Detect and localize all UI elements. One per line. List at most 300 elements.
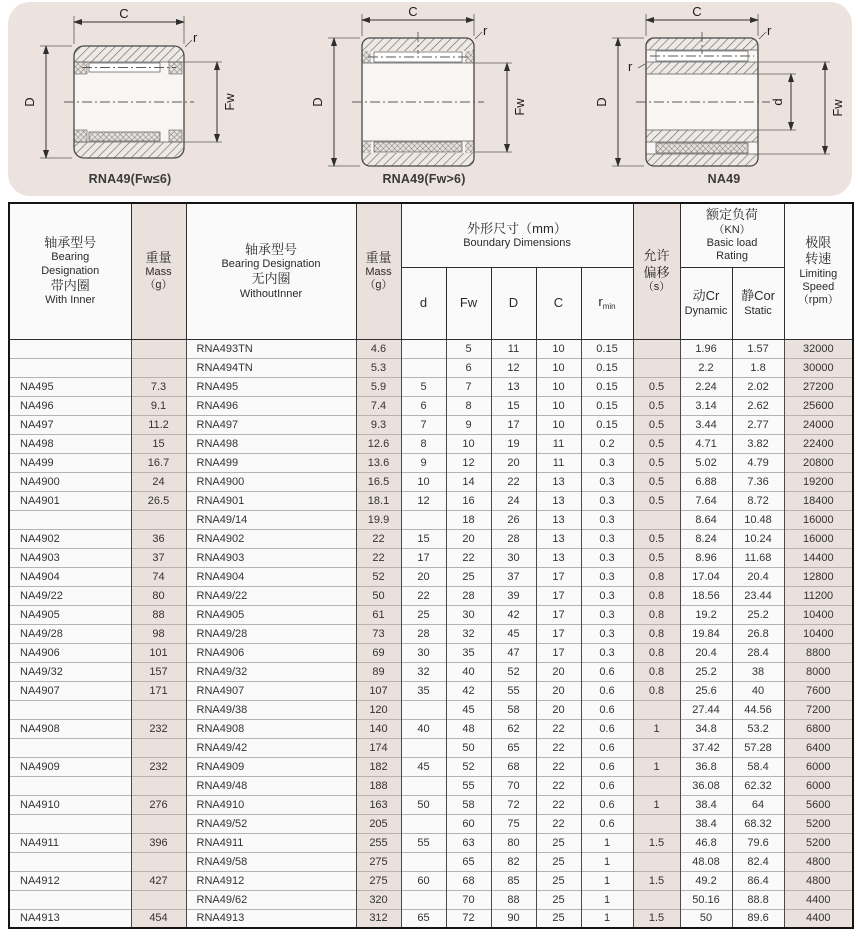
cell-na: NA4910 <box>9 795 131 814</box>
cell-rmin: 0.15 <box>581 415 633 434</box>
cell-d: 6 <box>401 396 446 415</box>
cell-cor: 44.56 <box>732 700 784 719</box>
header-mass-outer <box>356 203 401 339</box>
cell-d <box>401 890 446 909</box>
cell-na: NA4906 <box>9 643 131 662</box>
cell-c: 13 <box>536 529 581 548</box>
cell-cr: 20.4 <box>680 643 732 662</box>
cell-mass-na: 7.3 <box>131 377 186 396</box>
cell-na: NA4911 <box>9 833 131 852</box>
cell-s: 0.5 <box>633 491 680 510</box>
cell-fw: 22 <box>446 548 491 567</box>
cell-mass-rna: 5.9 <box>356 377 401 396</box>
cell-speed: 6000 <box>784 776 853 795</box>
table-row <box>9 339 853 358</box>
cell-d <box>401 700 446 719</box>
cell-rmin: 0.6 <box>581 700 633 719</box>
cell-na: NA4900 <box>9 472 131 491</box>
cell-c: 17 <box>536 643 581 662</box>
table-row <box>9 738 853 757</box>
cell-fw: 52 <box>446 757 491 776</box>
cell-cor: 11.68 <box>732 548 784 567</box>
cell-cor: 10.48 <box>732 510 784 529</box>
header-big-d <box>491 267 536 339</box>
table-row <box>9 472 853 491</box>
header-text: （KN） <box>713 223 751 236</box>
cell-d: 5 <box>401 377 446 396</box>
cell-na: NA4913 <box>9 909 131 928</box>
cell-na: NA49/22 <box>9 586 131 605</box>
cell-speed: 4400 <box>784 909 853 928</box>
cell-cor: 10.24 <box>732 529 784 548</box>
header-text: d <box>419 295 428 311</box>
cell-mass-rna: 61 <box>356 605 401 624</box>
cell-rna: RNA499 <box>186 453 356 472</box>
cell-cr: 8.96 <box>680 548 732 567</box>
cell-cr: 8.24 <box>680 529 732 548</box>
cell-d <box>401 776 446 795</box>
cell-speed: 16000 <box>784 510 853 529</box>
cell-mass-rna: 255 <box>356 833 401 852</box>
header-text: Basic load <box>706 236 758 249</box>
header-text: （g） <box>144 279 173 292</box>
cell-speed: 7200 <box>784 700 853 719</box>
cell-c: 25 <box>536 852 581 871</box>
cell-rna: RNA49/52 <box>186 814 356 833</box>
diagram-caption-3: NA49 <box>707 172 741 186</box>
cell-rna: RNA495 <box>186 377 356 396</box>
cell-mass-rna: 16.5 <box>356 472 401 491</box>
cell-cr: 37.42 <box>680 738 732 757</box>
cell-rna: RNA4902 <box>186 529 356 548</box>
cell-mass-rna: 7.4 <box>356 396 401 415</box>
cell-cor: 57.28 <box>732 738 784 757</box>
cell-cor: 28.4 <box>732 643 784 662</box>
cell-cr: 8.64 <box>680 510 732 529</box>
table-row <box>9 548 853 567</box>
dim-label-c: C <box>408 4 418 19</box>
header-text: 重量 <box>365 249 392 265</box>
cell-cor: 62.32 <box>732 776 784 795</box>
cell-s <box>633 358 680 377</box>
cell-mass-rna: 275 <box>356 871 401 890</box>
cell-rmin: 0.6 <box>581 757 633 776</box>
header-text: 转速 <box>805 251 832 267</box>
cell-c: 13 <box>536 548 581 567</box>
cell-big-d: 52 <box>491 662 536 681</box>
header-text-sub: min <box>602 302 616 312</box>
cell-c: 13 <box>536 472 581 491</box>
cell-cr: 3.14 <box>680 396 732 415</box>
header-text: 极限 <box>805 235 832 251</box>
cell-speed: 6000 <box>784 757 853 776</box>
cell-s: 0.8 <box>633 624 680 643</box>
cell-mass-na: 37 <box>131 548 186 567</box>
cell-cor: 88.8 <box>732 890 784 909</box>
cell-fw: 42 <box>446 681 491 700</box>
cell-speed: 25600 <box>784 396 853 415</box>
cell-fw: 30 <box>446 605 491 624</box>
header-boundary-dimensions <box>401 203 633 267</box>
cell-mass-na: 232 <box>131 757 186 776</box>
cell-cr: 1.96 <box>680 339 732 358</box>
cell-d: 10 <box>401 472 446 491</box>
cell-cor: 26.8 <box>732 624 784 643</box>
cell-mass-na <box>131 358 186 377</box>
cell-fw: 40 <box>446 662 491 681</box>
dim-label-fw: Fw <box>222 93 237 111</box>
cell-mass-na: 74 <box>131 567 186 586</box>
cell-big-d: 22 <box>491 472 536 491</box>
cell-big-d: 39 <box>491 586 536 605</box>
cell-rmin: 0.6 <box>581 795 633 814</box>
cell-c: 25 <box>536 890 581 909</box>
cell-mass-na: 427 <box>131 871 186 890</box>
cell-mass-na: 16.7 <box>131 453 186 472</box>
cell-big-d: 45 <box>491 624 536 643</box>
cell-na: NA4907 <box>9 681 131 700</box>
cell-na <box>9 852 131 871</box>
dim-label-r: r <box>483 23 488 38</box>
cell-na <box>9 738 131 757</box>
cell-mass-na: 98 <box>131 624 186 643</box>
cell-big-d: 47 <box>491 643 536 662</box>
cell-cor: 68.32 <box>732 814 784 833</box>
cell-na: NA4902 <box>9 529 131 548</box>
cell-d: 9 <box>401 453 446 472</box>
cell-cr: 25.2 <box>680 662 732 681</box>
cell-cr: 36.8 <box>680 757 732 776</box>
cell-big-d: 30 <box>491 548 536 567</box>
cell-na: NA4904 <box>9 567 131 586</box>
cell-s: 1 <box>633 757 680 776</box>
cell-s: 0.5 <box>633 472 680 491</box>
table-row <box>9 529 853 548</box>
cell-cr: 36.08 <box>680 776 732 795</box>
cell-mass-rna: 18.1 <box>356 491 401 510</box>
cell-rmin: 0.3 <box>581 643 633 662</box>
cell-na <box>9 776 131 795</box>
cell-cr: 50.16 <box>680 890 732 909</box>
cell-rna: RNA493TN <box>186 339 356 358</box>
cell-big-d: 70 <box>491 776 536 795</box>
cell-cor: 2.77 <box>732 415 784 434</box>
cell-rna: RNA49/32 <box>186 662 356 681</box>
cell-mass-na: 454 <box>131 909 186 928</box>
cell-speed: 19200 <box>784 472 853 491</box>
cell-cor: 7.36 <box>732 472 784 491</box>
cell-d: 60 <box>401 871 446 890</box>
cell-big-d: 68 <box>491 757 536 776</box>
cell-s: 0.8 <box>633 605 680 624</box>
header-text: （s） <box>642 280 671 293</box>
cell-speed: 32000 <box>784 339 853 358</box>
table-row <box>9 890 853 909</box>
cell-big-d: 26 <box>491 510 536 529</box>
cell-d: 7 <box>401 415 446 434</box>
cell-d: 55 <box>401 833 446 852</box>
cell-s: 0.8 <box>633 681 680 700</box>
header-text: Bearing Designation <box>221 258 321 271</box>
cell-fw: 32 <box>446 624 491 643</box>
cell-c: 17 <box>536 586 581 605</box>
cell-rna: RNA4903 <box>186 548 356 567</box>
table-row <box>9 643 853 662</box>
dim-label-r-top: r <box>767 23 772 38</box>
cell-mass-rna: 52 <box>356 567 401 586</box>
bearing-spec-table <box>8 202 854 929</box>
cell-speed: 18400 <box>784 491 853 510</box>
cell-s: 1.5 <box>633 871 680 890</box>
cell-fw: 65 <box>446 852 491 871</box>
cell-mass-na: 171 <box>131 681 186 700</box>
header-text: （rpm） <box>797 294 839 307</box>
cell-mass-na: 232 <box>131 719 186 738</box>
header-text: Mass <box>365 266 392 279</box>
cell-rmin: 0.3 <box>581 548 633 567</box>
header-text: 偏移 <box>643 264 670 280</box>
cell-fw: 25 <box>446 567 491 586</box>
table-row <box>9 757 853 776</box>
cell-speed: 10400 <box>784 605 853 624</box>
cell-d: 8 <box>401 434 446 453</box>
cell-s: 0.5 <box>633 396 680 415</box>
cell-mass-na <box>131 890 186 909</box>
cell-big-d: 55 <box>491 681 536 700</box>
cell-d <box>401 814 446 833</box>
cell-mass-na <box>131 814 186 833</box>
header-text: 轴承型号 <box>44 235 97 251</box>
cell-c: 10 <box>536 415 581 434</box>
header-limiting-speed <box>784 203 853 339</box>
cell-fw: 8 <box>446 396 491 415</box>
cell-cor: 53.2 <box>732 719 784 738</box>
cell-d <box>401 738 446 757</box>
cell-speed: 24000 <box>784 415 853 434</box>
cell-d <box>401 852 446 871</box>
cell-speed: 5200 <box>784 833 853 852</box>
cell-mass-na: 36 <box>131 529 186 548</box>
cell-c: 17 <box>536 567 581 586</box>
cell-na: NA4909 <box>9 757 131 776</box>
cell-c: 17 <box>536 624 581 643</box>
cell-big-d: 72 <box>491 795 536 814</box>
cell-mass-rna: 5.3 <box>356 358 401 377</box>
cell-big-d: 88 <box>491 890 536 909</box>
header-without-inner <box>186 203 356 339</box>
cell-d: 17 <box>401 548 446 567</box>
cell-c: 10 <box>536 339 581 358</box>
cell-mass-rna: 13.6 <box>356 453 401 472</box>
table-row <box>9 871 853 890</box>
header-text: Rating <box>716 249 748 262</box>
cell-big-d: 28 <box>491 529 536 548</box>
header-d <box>401 267 446 339</box>
cell-cor: 2.02 <box>732 377 784 396</box>
table-row <box>9 624 853 643</box>
cell-fw: 5 <box>446 339 491 358</box>
cell-d: 40 <box>401 719 446 738</box>
cell-speed: 6400 <box>784 738 853 757</box>
dim-label-d-outer: D <box>310 97 325 107</box>
cell-big-d: 85 <box>491 871 536 890</box>
table-row <box>9 358 853 377</box>
table-row <box>9 605 853 624</box>
cell-mass-na <box>131 776 186 795</box>
table-body <box>9 339 853 928</box>
cell-s: 1.5 <box>633 833 680 852</box>
cell-fw: 18 <box>446 510 491 529</box>
cell-c: 11 <box>536 434 581 453</box>
cell-fw: 28 <box>446 586 491 605</box>
cell-mass-na <box>131 738 186 757</box>
cell-cor: 1.8 <box>732 358 784 377</box>
cell-big-d: 17 <box>491 415 536 434</box>
cell-s <box>633 852 680 871</box>
cell-big-d: 80 <box>491 833 536 852</box>
cell-s <box>633 814 680 833</box>
cell-fw: 7 <box>446 377 491 396</box>
cell-na: NA495 <box>9 377 131 396</box>
header-with-inner <box>9 203 131 339</box>
header-text: 允许 <box>643 248 670 264</box>
cell-mass-rna: 188 <box>356 776 401 795</box>
cell-speed: 6800 <box>784 719 853 738</box>
cell-rmin: 0.6 <box>581 776 633 795</box>
cell-speed: 16000 <box>784 529 853 548</box>
cell-na: NA499 <box>9 453 131 472</box>
cell-na: NA498 <box>9 434 131 453</box>
cell-cor: 20.4 <box>732 567 784 586</box>
header-rmin <box>581 267 633 339</box>
cell-rmin: 1 <box>581 890 633 909</box>
table-row <box>9 567 853 586</box>
dim-label-fw: Fw <box>830 99 845 117</box>
cell-c: 25 <box>536 871 581 890</box>
cell-fw: 63 <box>446 833 491 852</box>
cell-s <box>633 776 680 795</box>
cell-rna: RNA49/62 <box>186 890 356 909</box>
cell-mass-na <box>131 700 186 719</box>
cell-d: 32 <box>401 662 446 681</box>
cell-mass-rna: 69 <box>356 643 401 662</box>
cell-rna: RNA496 <box>186 396 356 415</box>
cell-na: NA4901 <box>9 491 131 510</box>
cell-rna: RNA494TN <box>186 358 356 377</box>
header-text: 轴承型号 <box>244 241 297 257</box>
cell-c: 20 <box>536 681 581 700</box>
header-text: WithoutInner <box>239 287 303 300</box>
cell-na: NA496 <box>9 396 131 415</box>
table-row <box>9 434 853 453</box>
cell-mass-rna: 174 <box>356 738 401 757</box>
cell-cor: 64 <box>732 795 784 814</box>
cell-mass-na <box>131 852 186 871</box>
cell-mass-rna: 312 <box>356 909 401 928</box>
bearing-diagram-2 <box>290 4 558 176</box>
cell-mass-na: 15 <box>131 434 186 453</box>
cell-speed: 8000 <box>784 662 853 681</box>
cell-fw: 6 <box>446 358 491 377</box>
cell-mass-rna: 9.3 <box>356 415 401 434</box>
cell-fw: 20 <box>446 529 491 548</box>
cell-s: 1.5 <box>633 909 680 928</box>
cell-rna: RNA4910 <box>186 795 356 814</box>
cell-cr: 5.02 <box>680 453 732 472</box>
cell-c: 22 <box>536 795 581 814</box>
cell-cor: 8.72 <box>732 491 784 510</box>
table-row <box>9 833 853 852</box>
header-text: 额定负荷 <box>706 207 759 223</box>
cell-c: 22 <box>536 738 581 757</box>
cell-rmin: 0.3 <box>581 472 633 491</box>
cell-fw: 60 <box>446 814 491 833</box>
cell-cor: 23.44 <box>732 586 784 605</box>
table-row <box>9 586 853 605</box>
cell-cor: 2.62 <box>732 396 784 415</box>
cell-rmin: 1 <box>581 833 633 852</box>
cell-cr: 38.4 <box>680 795 732 814</box>
cell-na: NA4912 <box>9 871 131 890</box>
cell-mass-rna: 22 <box>356 548 401 567</box>
cell-na: NA4905 <box>9 605 131 624</box>
cell-c: 13 <box>536 491 581 510</box>
cell-d: 15 <box>401 529 446 548</box>
cell-na <box>9 358 131 377</box>
cell-fw: 35 <box>446 643 491 662</box>
cell-fw: 55 <box>446 776 491 795</box>
cell-rmin: 0.3 <box>581 567 633 586</box>
table-row <box>9 909 853 928</box>
cell-na <box>9 890 131 909</box>
cell-mass-na: 26.5 <box>131 491 186 510</box>
cell-rmin: 0.15 <box>581 339 633 358</box>
dim-label-d-bore: d <box>770 98 785 106</box>
header-c <box>536 267 581 339</box>
cell-rna: RNA49/42 <box>186 738 356 757</box>
cell-rmin: 0.3 <box>581 491 633 510</box>
header-mass-inner <box>131 203 186 339</box>
cell-rmin: 1 <box>581 909 633 928</box>
bearing-diagram-3 <box>584 4 860 176</box>
cell-speed: 7600 <box>784 681 853 700</box>
cell-rmin: 0.3 <box>581 586 633 605</box>
cell-cor: 38 <box>732 662 784 681</box>
cell-na <box>9 700 131 719</box>
cell-big-d: 12 <box>491 358 536 377</box>
cell-big-d: 24 <box>491 491 536 510</box>
cell-mass-rna: 140 <box>356 719 401 738</box>
cell-cr: 49.2 <box>680 871 732 890</box>
cell-cr: 50 <box>680 909 732 928</box>
cell-rmin: 0.3 <box>581 510 633 529</box>
cell-na: NA4903 <box>9 548 131 567</box>
cell-s: 1 <box>633 795 680 814</box>
cell-c: 10 <box>536 358 581 377</box>
cell-big-d: 13 <box>491 377 536 396</box>
dim-label-fw: Fw <box>512 98 527 116</box>
diagram-rna49-large <box>290 4 558 186</box>
cell-na <box>9 510 131 529</box>
header-fw <box>446 267 491 339</box>
header-text: Designation <box>41 264 100 277</box>
header-text: Dynamic <box>684 304 728 317</box>
table-row <box>9 396 853 415</box>
cell-fw: 58 <box>446 795 491 814</box>
cell-mass-na <box>131 510 186 529</box>
cell-cor: 86.4 <box>732 871 784 890</box>
header-text: 重量 <box>145 249 172 265</box>
